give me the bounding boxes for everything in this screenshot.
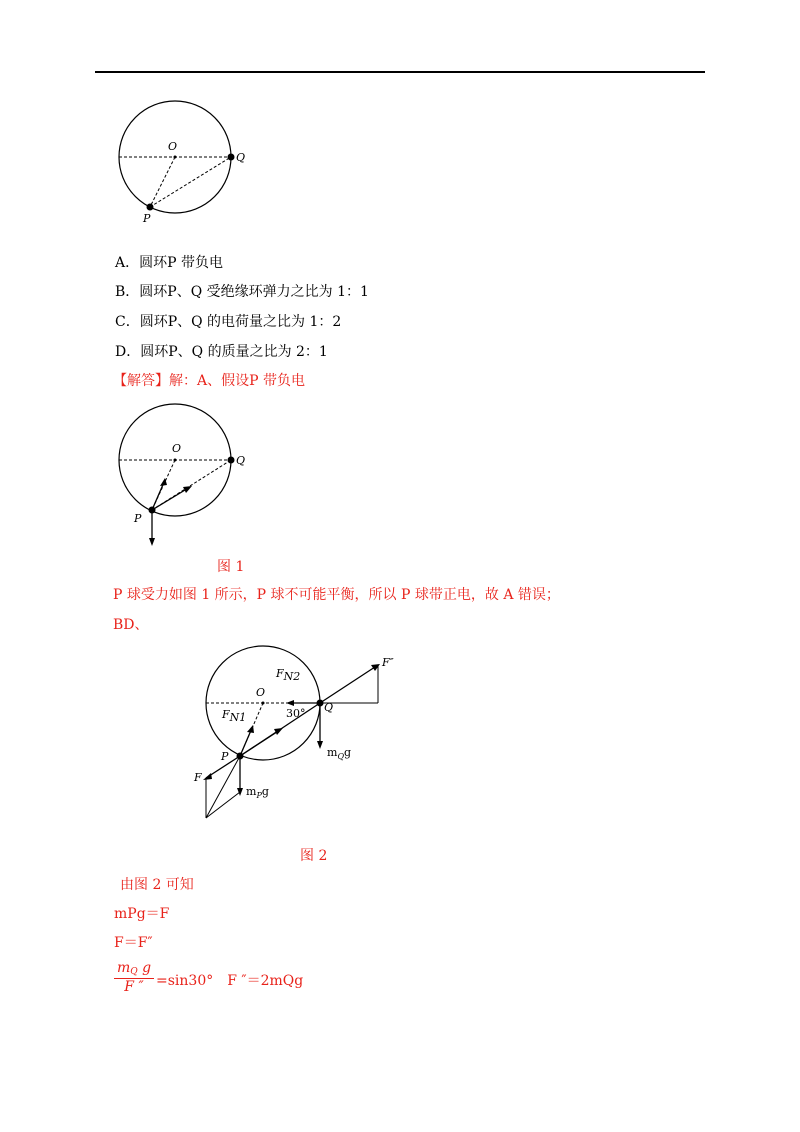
solution-line-2: BD、 xyxy=(113,617,149,633)
label-q: Q xyxy=(236,151,246,164)
caption-figure-1: 图 1 xyxy=(217,559,245,575)
option-b: B．圆环P、Q 受绝缘环弹力之比为 1：1 xyxy=(115,284,369,300)
label-p: P xyxy=(134,512,142,525)
figure-circle-pq xyxy=(110,95,250,225)
label-p: P xyxy=(143,212,151,225)
answer-heading: 【解答】解：A、假设P 带负电 xyxy=(113,373,305,389)
label-o: O xyxy=(256,686,266,699)
option-a: A．圆环P 带负电 xyxy=(115,255,223,271)
label-angle: 30° xyxy=(286,707,306,720)
label-q: Q xyxy=(324,701,334,714)
fraction-mqg-over-f: $\frac{m_Q g}{F ''}$ xyxy=(114,960,154,995)
figure-2-force-diagram xyxy=(190,640,410,825)
deduction-line: 由图 2 可知 xyxy=(120,877,194,893)
label-mpg: $m_Pg$ xyxy=(246,785,269,800)
label-fn1: FN1 xyxy=(222,708,247,724)
label-fn2: FN2 xyxy=(276,667,301,683)
caption-figure-2: 图 2 xyxy=(300,848,328,864)
label-mqg: $m_Qg$ xyxy=(327,746,352,761)
label-o: O xyxy=(168,140,178,153)
figure-1-force-diagram xyxy=(110,400,250,550)
label-f: F xyxy=(194,771,202,784)
label-o: O xyxy=(172,442,182,455)
equation-3-tail: =sin30° F ″＝2mQg xyxy=(156,973,304,989)
equation-1: mPg＝F xyxy=(114,906,170,922)
label-q: Q xyxy=(236,454,246,467)
option-c: C．圆环P、Q 的电荷量之比为 1：2 xyxy=(115,314,342,330)
option-d: D．圆环P、Q 的质量之比为 2：1 xyxy=(115,344,328,360)
header-rule xyxy=(95,71,705,73)
equation-2: F＝F″ xyxy=(114,935,153,951)
solution-line-1: P 球受力如图 1 所示，P 球不可能平衡，所以 P 球带正电，故 A 错误； xyxy=(113,587,560,603)
label-f-double-prime: F″ xyxy=(382,656,394,669)
label-p: P xyxy=(221,750,229,763)
